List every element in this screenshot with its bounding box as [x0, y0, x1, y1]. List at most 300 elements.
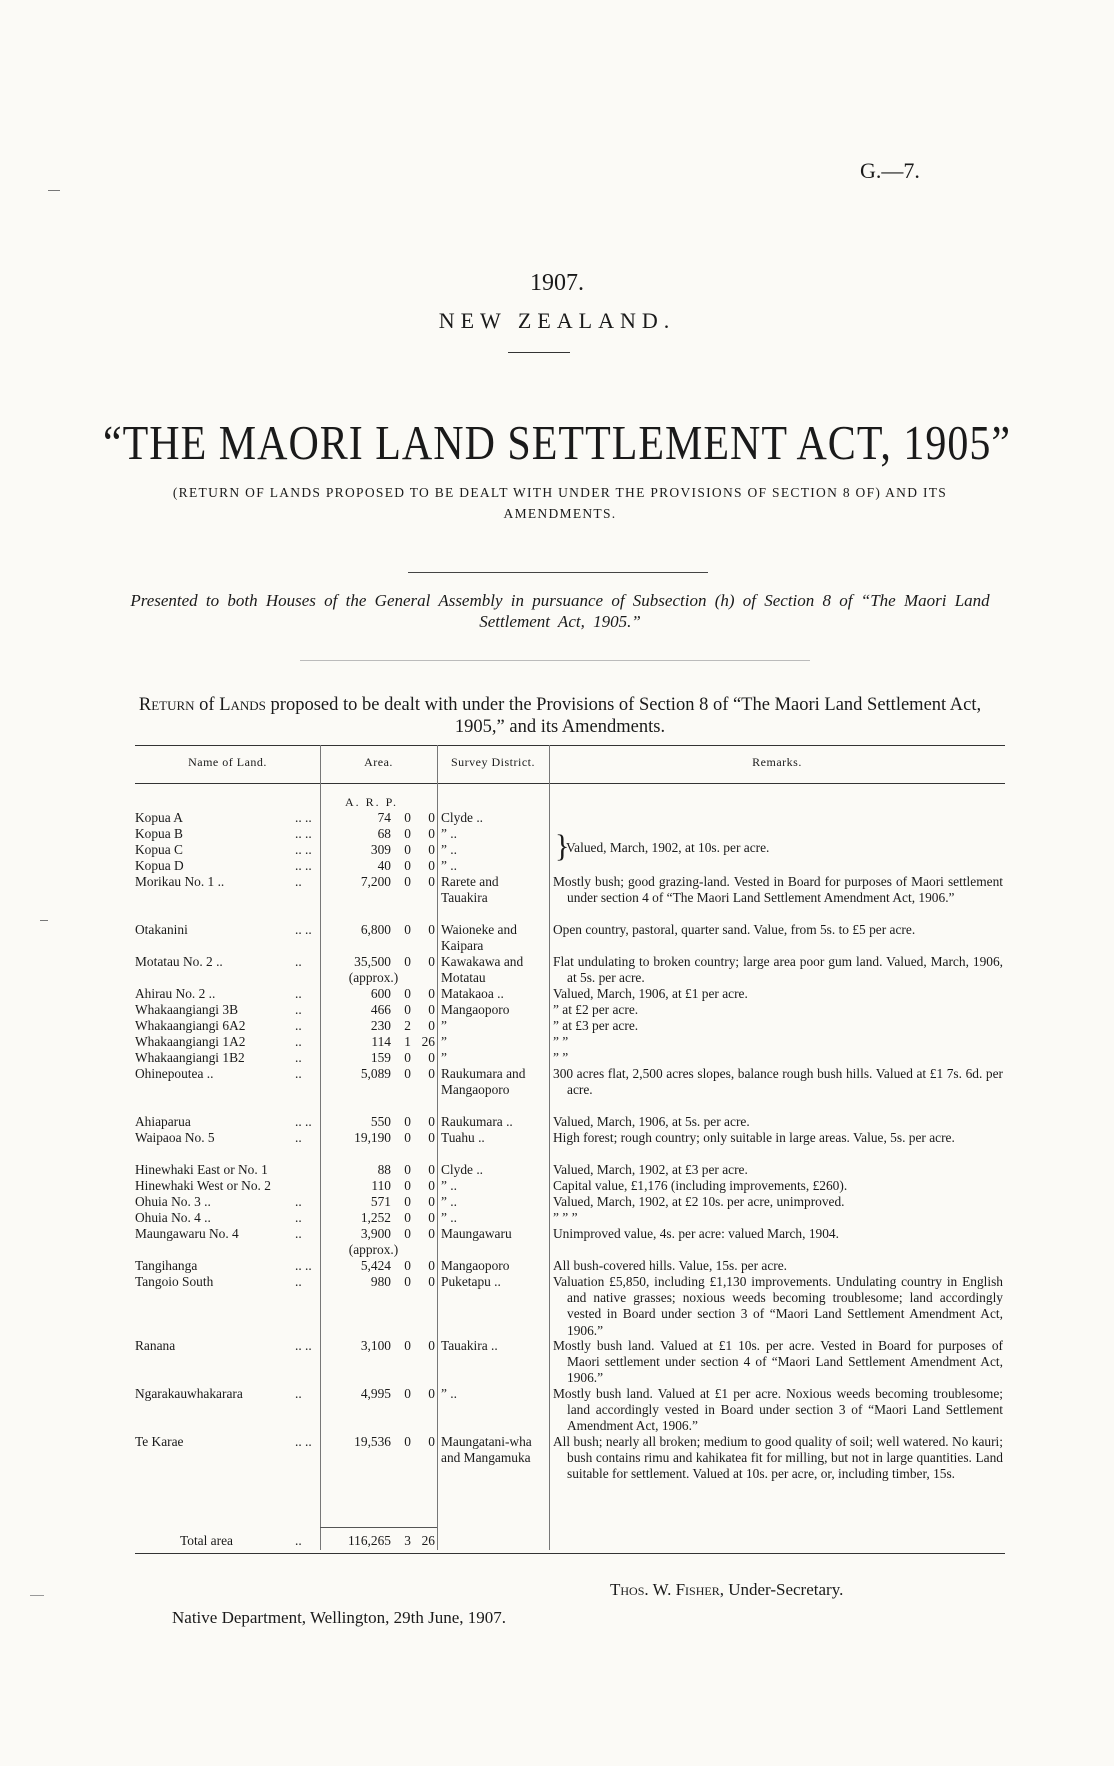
remarks-text: Flat undulating to broken country; large area poor gum land. Valued, March, 1906, at 5s. per acre.	[553, 954, 1003, 986]
area-roods: 0	[404, 1114, 411, 1129]
survey-district: Kawakawa and Motatau	[441, 954, 524, 986]
area-roods: 0	[404, 1434, 411, 1449]
signature-name: Thos. W. Fisher,	[610, 1580, 724, 1599]
area-acres: 5,424	[360, 1258, 391, 1273]
brace-icon: }	[555, 829, 570, 864]
column-header-remarks: Remarks.	[752, 755, 802, 769]
remarks-text: ” at £3 per acre.	[553, 1018, 639, 1033]
area-figures	[320, 1018, 435, 1034]
area-acres: 466	[370, 1002, 391, 1017]
leader-dots: ..	[295, 874, 302, 889]
divider	[408, 572, 708, 573]
leader-dots: .. ..	[295, 842, 312, 857]
area-roods: 0	[404, 986, 411, 1001]
table-row	[135, 1210, 1005, 1226]
area-acres: 6,800	[360, 922, 391, 937]
table-row	[135, 1274, 1005, 1338]
divider	[508, 352, 570, 353]
area-roods: 0	[404, 1178, 411, 1193]
table-row	[135, 1034, 1005, 1050]
area-figures	[320, 810, 435, 826]
document-year: 1907.	[530, 270, 584, 296]
area-perches: 0	[428, 1002, 435, 1017]
land-name: Ohinepoutea ..	[135, 1066, 214, 1081]
scan-mark	[48, 190, 60, 191]
area-acres: 7,200	[360, 874, 391, 889]
land-name: Hinewhaki East or No. 1	[135, 1162, 268, 1177]
area-acres: 1,252	[360, 1210, 391, 1225]
remarks-text: Mostly bush land. Valued at £1 per acre. Noxious weeds becoming troublesome; land accordingly vested in Board under section 3 of “Maori Land Settlement Amendment Act, 1906.”	[553, 1386, 1003, 1434]
remarks-text: Capital value, £1,176 (including improvements, £260).	[553, 1178, 848, 1193]
survey-district: Maungatani-wha and Mangamuka	[441, 1434, 532, 1466]
area-roods: 0	[404, 1210, 411, 1225]
remarks-cell	[553, 1050, 1003, 1066]
table-top-rule	[135, 745, 1005, 746]
table-row	[135, 954, 1005, 986]
remarks-text: ” ”	[553, 1050, 569, 1065]
area-figures	[320, 1050, 435, 1066]
leader-dots: .. ..	[295, 1338, 312, 1353]
survey-district: ” ..	[441, 826, 457, 841]
survey-district: Matakaoa ..	[441, 986, 504, 1001]
leader-dots: .. ..	[295, 858, 312, 873]
land-name: Ahirau No. 2 ..	[135, 986, 216, 1001]
land-name: Ranana	[135, 1338, 176, 1353]
table-row	[135, 1194, 1005, 1210]
scan-mark	[30, 1595, 44, 1596]
table-row	[135, 874, 1005, 922]
survey-district: Raukumara and Mangaoporo	[441, 1066, 526, 1098]
act-title: “THE MAORI LAND SETTLEMENT ACT, 1905”	[102, 417, 1011, 471]
bracket-remark: Valued, March, 1902, at 10s. per acre.	[566, 840, 770, 855]
area-roods: 0	[404, 1274, 411, 1289]
total-perches: 26	[421, 1533, 435, 1548]
remarks-cell	[553, 1162, 1003, 1178]
area-perches: 0	[428, 986, 435, 1001]
area-acres: 3,100	[360, 1338, 391, 1353]
total-roods: 3	[404, 1533, 411, 1548]
area-acres: 88	[377, 1162, 391, 1177]
table-bottom-rule	[135, 1553, 1005, 1554]
land-area	[320, 842, 435, 858]
land-name: Kopua B	[135, 826, 183, 841]
area-perches: 0	[428, 1210, 435, 1225]
survey-district: ” ..	[441, 1194, 457, 1209]
remarks-text: Valued, March, 1906, at 5s. per acre.	[553, 1114, 750, 1129]
survey-district: ” ..	[441, 1386, 457, 1401]
land-name: Kopua C	[135, 842, 183, 857]
area-figures	[320, 1194, 435, 1210]
leader-dots: ..	[295, 1274, 302, 1289]
table-row	[135, 1386, 1005, 1434]
land-area	[320, 810, 435, 826]
area-acres: 68	[377, 826, 391, 841]
remarks-text: All bush; nearly all broken; medium to good quality of soil; well watered. No kauri; bush contains rimu and kahikatea fit for milling, but not in large quantities. Land suitable for settlement. Valued at 10s. per acre, or, including timber, 15s.	[553, 1434, 1003, 1482]
area-perches: 0	[428, 1018, 435, 1033]
area-acres: 74	[377, 810, 391, 825]
table-row	[135, 1002, 1005, 1018]
leader-dots: .. ..	[295, 922, 312, 937]
land-area	[320, 1226, 435, 1258]
table-row	[135, 1162, 1005, 1178]
area-roods: 0	[404, 1130, 411, 1145]
remarks-cell	[553, 1130, 1003, 1146]
land-area	[320, 1258, 435, 1274]
area-perches: 0	[428, 1162, 435, 1177]
area-figures	[320, 858, 435, 874]
land-area	[320, 1434, 435, 1450]
area-perches: 0	[428, 954, 435, 969]
area-perches: 0	[428, 810, 435, 825]
area-perches: 0	[428, 1386, 435, 1401]
remarks-text: All bush-covered hills. Value, 15s. per acre.	[553, 1258, 788, 1273]
area-acres: 600	[370, 986, 391, 1001]
area-figures	[320, 842, 435, 858]
land-area	[320, 1130, 435, 1146]
remarks-cell	[553, 1114, 1003, 1130]
remarks-cell	[553, 1210, 1003, 1226]
presented-note: Presented to both Houses of the General Assembly in pursuance of Subsection (h) of Section 8 of “The Maori Land Settlement Act, 1905.”	[130, 591, 990, 631]
remarks-text: Mostly bush land. Valued at £1 10s. per acre. Vested in Board for purposes of Maori settlement under section 4 of “Maori Land Settlement Amendment Act, 1906.”	[553, 1338, 1003, 1386]
area-figures	[320, 1386, 435, 1402]
leader-dots: ..	[295, 1018, 302, 1033]
table-row	[135, 1066, 1005, 1114]
total-acres: 116,265	[347, 1533, 391, 1548]
return-heading	[125, 694, 995, 738]
land-name: Whakaangiangi 1A2	[135, 1034, 246, 1049]
leader-dots: ..	[295, 1226, 302, 1241]
land-area	[320, 954, 435, 986]
area-perches: 0	[428, 1178, 435, 1193]
signature	[610, 1580, 843, 1600]
area-perches: 0	[428, 1194, 435, 1209]
land-name: Motatau No. 2 ..	[135, 954, 223, 969]
table-row	[135, 858, 1005, 874]
remarks-cell	[553, 1034, 1003, 1050]
area-roods: 0	[404, 1066, 411, 1081]
area-perches: 0	[428, 842, 435, 857]
land-area	[320, 1066, 435, 1082]
area-figures	[320, 954, 435, 970]
area-figures	[320, 1066, 435, 1082]
area-acres: 230	[370, 1018, 391, 1033]
land-area	[320, 826, 435, 842]
area-acres: 35,500	[354, 954, 391, 969]
land-name: Tangihanga	[135, 1258, 198, 1273]
area-perches: 0	[428, 1258, 435, 1273]
approx-note: (approx.)	[348, 1242, 399, 1258]
area-figures	[320, 1338, 435, 1354]
land-area	[320, 1194, 435, 1210]
department-line: Native Department, Wellington, 29th June, 1907.	[172, 1608, 507, 1627]
leader-dots: .. ..	[295, 1258, 312, 1273]
remarks-cell	[553, 874, 1003, 906]
remarks-cell	[553, 922, 1003, 938]
area-perches: 0	[428, 1274, 435, 1289]
area-perches: 26	[421, 1034, 435, 1049]
area-figures	[320, 1178, 435, 1194]
table-row	[135, 986, 1005, 1002]
column-header-district: Survey District.	[451, 755, 535, 769]
remarks-cell	[553, 1066, 1003, 1098]
return-heading-word: of	[199, 695, 215, 715]
area-acres: 5,089	[360, 1066, 391, 1081]
area-acres: 4,995	[360, 1386, 391, 1401]
area-roods: 0	[404, 1338, 411, 1353]
remarks-cell	[553, 1018, 1003, 1034]
area-figures	[320, 1434, 435, 1450]
land-name: Maungawaru No. 4	[135, 1226, 239, 1241]
area-roods: 0	[404, 1194, 411, 1209]
column-header-area: Area.	[364, 755, 393, 769]
remarks-text: Valuation £5,850, including £1,130 improvements. Undulating country in English and native grasses; noxious weeds becoming troublesome; land accordingly vested in Board under section 3 of “Maori Land Settlement Amendment Act, 1906.”	[553, 1274, 1003, 1338]
survey-district: ”	[441, 1034, 447, 1049]
area-acres: 19,536	[354, 1434, 391, 1449]
area-figures	[320, 1034, 435, 1050]
survey-district: ”	[441, 1018, 447, 1033]
table-header-rule	[135, 783, 1005, 784]
column-header-name: Name of Land.	[188, 755, 267, 769]
land-area	[320, 1274, 435, 1290]
table-row	[135, 1258, 1005, 1274]
remarks-cell	[553, 1258, 1003, 1274]
table-row	[135, 1226, 1005, 1258]
land-area	[320, 1114, 435, 1130]
leader-dots: ..	[295, 1034, 302, 1049]
area-acres: 980	[370, 1274, 391, 1289]
area-perches: 0	[428, 1434, 435, 1449]
remarks-text: Open country, pastoral, quarter sand. Value, from 5s. to £5 per acre.	[553, 922, 916, 937]
document-reference: G.—7.	[860, 158, 920, 183]
leader-dots: ..	[295, 1210, 302, 1225]
area-roods: 2	[404, 1018, 411, 1033]
land-name: Ahiaparua	[135, 1114, 191, 1129]
leader-dots: ..	[295, 1002, 302, 1017]
scan-mark	[40, 920, 48, 921]
remarks-text: ” at £2 per acre.	[553, 1002, 639, 1017]
remarks-text: ” ” ”	[553, 1210, 578, 1225]
table-row	[135, 1338, 1005, 1386]
table-row	[135, 922, 1005, 954]
survey-district: Clyde ..	[441, 1162, 484, 1177]
remarks-text: ” ”	[553, 1034, 569, 1049]
table-row	[135, 810, 1005, 826]
remarks-text: Mostly bush; good grazing-land. Vested in Board for purposes of Maori settlement under section 4 of “The Maori Land Settlement Amendment Act, 1906.”	[553, 874, 1003, 906]
land-name: Ohuia No. 4 ..	[135, 1210, 211, 1225]
land-name: Te Karae	[135, 1434, 184, 1449]
area-figures	[320, 922, 435, 938]
area-figures	[320, 874, 435, 890]
total-label: Total area	[180, 1533, 233, 1548]
area-roods: 0	[404, 858, 411, 873]
table-row	[135, 1018, 1005, 1034]
survey-district: Raukumara ..	[441, 1114, 513, 1129]
area-figures	[320, 1258, 435, 1274]
remarks-cell	[553, 1178, 1003, 1194]
table-row	[135, 1130, 1005, 1162]
area-perches: 0	[428, 1130, 435, 1145]
area-perches: 0	[428, 1338, 435, 1353]
area-roods: 0	[404, 1258, 411, 1273]
return-heading-text: proposed to be dealt with under the Provisions of Section 8 of “The Maori Land Settlement Act, 1905,” and its Amendments.	[270, 695, 982, 737]
remarks-cell	[553, 954, 1003, 986]
divider	[300, 660, 810, 661]
land-name: Ohuia No. 3 ..	[135, 1194, 211, 1209]
survey-district: ”	[441, 1050, 447, 1065]
land-area	[320, 1210, 435, 1226]
leader-dots: ..	[295, 1130, 302, 1145]
area-acres: 571	[370, 1194, 391, 1209]
area-figures	[320, 1114, 435, 1130]
area-acres: 114	[371, 1034, 391, 1049]
area-figures	[320, 1130, 435, 1146]
remarks-cell	[553, 1434, 1003, 1483]
survey-district: ” ..	[441, 1210, 457, 1225]
area-figures	[320, 1002, 435, 1018]
leader-dots: .. ..	[295, 1434, 312, 1449]
survey-district: ” ..	[441, 1178, 457, 1193]
area-figures	[320, 1274, 435, 1290]
land-area	[320, 986, 435, 1002]
area-acres: 110	[371, 1178, 391, 1193]
remarks-text: Valued, March, 1906, at £1 per acre.	[553, 986, 748, 1001]
area-roods: 0	[404, 842, 411, 857]
return-heading-word: Lands	[219, 695, 266, 715]
leader-dots: ..	[295, 1066, 302, 1081]
land-area	[320, 1386, 435, 1402]
area-perches: 0	[428, 858, 435, 873]
act-subtitle: (RETURN OF LANDS PROPOSED TO BE DEALT WITH UNDER THE PROVISIONS OF SECTION 8 OF) AND ITS AMENDMENTS.	[172, 485, 948, 521]
remarks-cell	[553, 1274, 1003, 1339]
table-row	[135, 1050, 1005, 1066]
remarks-text: 300 acres flat, 2,500 acres slopes, balance rough bush hills. Valued at £1 7s. 6d. per acre.	[553, 1066, 1003, 1098]
remarks-text: Unimproved value, 4s. per acre: valued March, 1904.	[553, 1226, 839, 1241]
remarks-cell	[553, 986, 1003, 1002]
survey-district: Puketapu ..	[441, 1274, 501, 1289]
area-acres: 159	[370, 1050, 391, 1065]
survey-district: ” ..	[441, 858, 457, 873]
area-acres: 3,900	[360, 1226, 391, 1241]
area-roods: 0	[404, 1226, 411, 1241]
area-figures	[320, 986, 435, 1002]
remarks-text: Valued, March, 1902, at £2 10s. per acre, unimproved.	[553, 1194, 845, 1209]
leader-dots: .. ..	[295, 826, 312, 841]
remarks-cell	[553, 1002, 1003, 1018]
area-roods: 0	[404, 826, 411, 841]
total-rule	[320, 1527, 437, 1528]
land-area	[320, 1338, 435, 1354]
remarks-cell	[553, 1194, 1003, 1210]
area-roods: 0	[404, 810, 411, 825]
land-area	[320, 1018, 435, 1034]
area-roods: 0	[404, 1050, 411, 1065]
survey-district: Rarete and Tauakira	[441, 874, 499, 906]
survey-district: Clyde ..	[441, 810, 484, 825]
land-area	[320, 1034, 435, 1050]
leader-dots: ..	[295, 1194, 302, 1209]
land-name: Tangoio South	[135, 1274, 214, 1289]
total-area	[320, 1533, 435, 1549]
land-area	[320, 1162, 435, 1178]
area-roods: 0	[404, 1162, 411, 1177]
area-acres: 40	[377, 858, 391, 873]
survey-district: Maungawaru	[441, 1226, 512, 1241]
area-units: A. R. P.	[345, 795, 399, 809]
remarks-cell	[553, 1386, 1003, 1435]
remarks-text: Valued, March, 1902, at £3 per acre.	[553, 1162, 748, 1177]
area-roods: 0	[404, 874, 411, 889]
area-figures	[320, 826, 435, 842]
land-area	[320, 1002, 435, 1018]
remarks-cell	[553, 1338, 1003, 1387]
leader-dots: ..	[295, 1386, 302, 1401]
leader-dots: ..	[295, 1050, 302, 1065]
survey-district: Waioneke and Kaipara	[441, 922, 517, 954]
remarks-text: High forest; rough country; only suitable in large areas. Value, 5s. per acre.	[553, 1130, 955, 1145]
land-name: Whakaangiangi 6A2	[135, 1018, 246, 1033]
table-row	[135, 1114, 1005, 1130]
survey-district: Tuahu ..	[441, 1130, 485, 1145]
area-roods: 0	[404, 954, 411, 969]
return-heading-word: Return	[138, 695, 195, 715]
area-perches: 0	[428, 1066, 435, 1081]
area-roods: 0	[404, 1002, 411, 1017]
land-name: Kopua A	[135, 810, 183, 825]
land-name: Whakaangiangi 1B2	[135, 1050, 245, 1065]
land-name: Hinewhaki West or No. 2	[135, 1178, 271, 1193]
leader-dots: ..	[295, 986, 302, 1001]
country-heading: NEW ZEALAND.	[438, 308, 676, 333]
table-row	[135, 1434, 1005, 1498]
leader-dots: .. ..	[295, 1114, 312, 1129]
table-body	[135, 810, 1005, 1498]
area-perches: 0	[428, 1226, 435, 1241]
remarks-cell	[553, 1226, 1003, 1242]
signature-title: Under-Secretary.	[728, 1580, 844, 1599]
area-perches: 0	[428, 922, 435, 937]
area-figures	[320, 1210, 435, 1226]
area-perches: 0	[428, 874, 435, 889]
table-row	[135, 1178, 1005, 1194]
land-area	[320, 922, 435, 938]
survey-district: ” ..	[441, 842, 457, 857]
land-area	[320, 1178, 435, 1194]
area-acres: 550	[370, 1114, 391, 1129]
survey-district: Mangaoporo	[441, 1002, 510, 1017]
area-perches: 0	[428, 1114, 435, 1129]
land-name: Ngarakauwhakarara	[135, 1386, 243, 1401]
leader-dots: ..	[295, 954, 302, 969]
land-name: Waipaoa No. 5	[135, 1130, 215, 1145]
land-area	[320, 858, 435, 874]
area-roods: 1	[404, 1034, 411, 1049]
land-name: Otakanini	[135, 922, 188, 937]
area-figures	[320, 1226, 435, 1242]
total-dots: ..	[295, 1533, 302, 1548]
area-roods: 0	[404, 1386, 411, 1401]
area-acres: 309	[370, 842, 391, 857]
area-perches: 0	[428, 1050, 435, 1065]
land-area	[320, 874, 435, 890]
land-name: Morikau No. 1 ..	[135, 874, 225, 889]
area-roods: 0	[404, 922, 411, 937]
area-perches: 0	[428, 826, 435, 841]
land-name: Whakaangiangi 3B	[135, 1002, 238, 1017]
area-figures	[320, 1162, 435, 1178]
land-area	[320, 1050, 435, 1066]
survey-district: Tauakira ..	[441, 1338, 498, 1353]
survey-district: Mangaoporo	[441, 1258, 510, 1273]
